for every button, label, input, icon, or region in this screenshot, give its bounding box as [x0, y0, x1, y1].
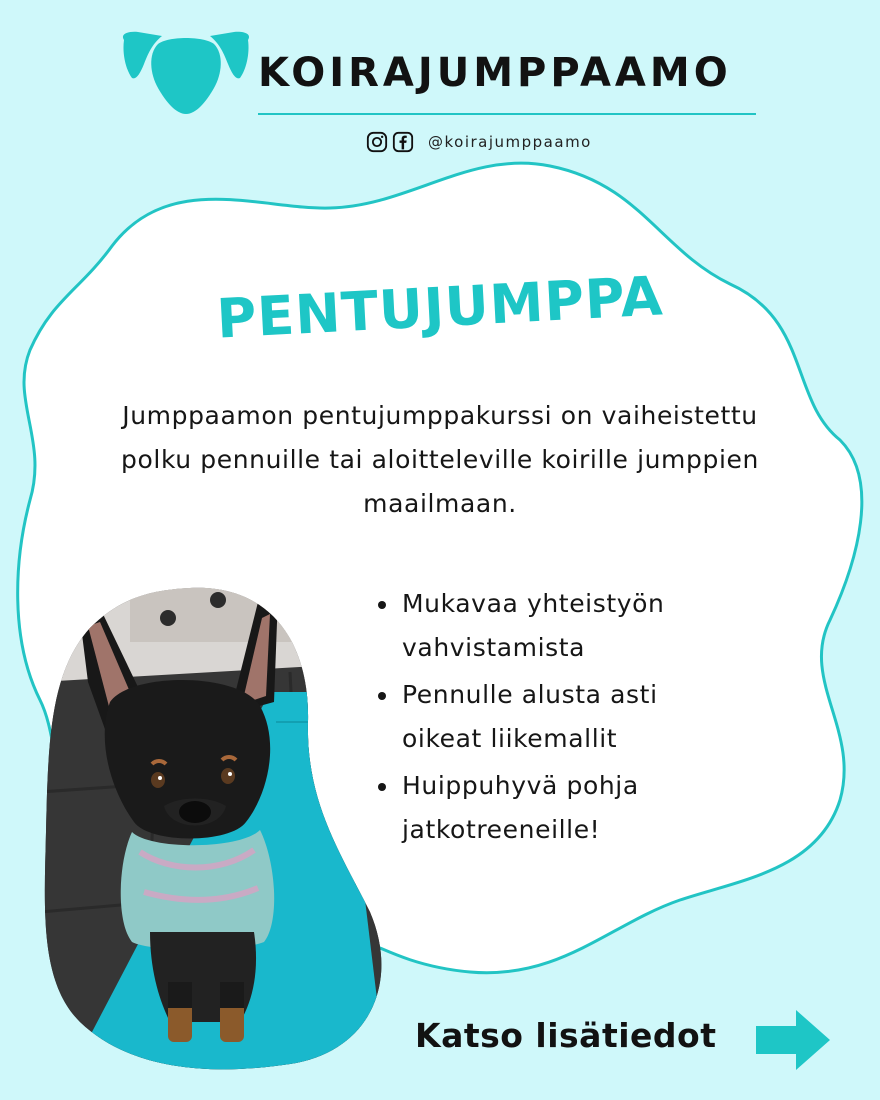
brand-name: KOIRAJUMPPAAMO	[258, 50, 732, 96]
benefit-line: Huippuhyvä pohja	[402, 771, 639, 800]
benefit-line: Mukavaa yhteistyön	[402, 589, 665, 618]
headline: PENTUJUMPPA	[215, 264, 665, 351]
cta-link[interactable]: Katso lisätiedot	[415, 1016, 717, 1055]
benefit-line: oikeat liikemallit	[402, 724, 618, 753]
benefit-item	[376, 764, 736, 852]
social-handle[interactable]: @koirajumppaamo	[428, 133, 592, 151]
benefit-list	[376, 582, 736, 855]
intro-text: Jumppaamon pentujumppakurssi on vaiheistettu polku pennuille tai aloitteleville koirille jumppien maailmaan.	[121, 401, 759, 518]
puppy-photo	[40, 582, 386, 1074]
benefit-item	[376, 582, 736, 670]
benefit-line: vahvistamista	[402, 633, 586, 662]
benefit-item	[376, 673, 736, 761]
benefit-line: jatkotreeneille!	[402, 815, 601, 844]
benefit-line: Pennulle alusta asti	[402, 680, 658, 709]
arrow-right-icon[interactable]	[752, 1008, 832, 1072]
